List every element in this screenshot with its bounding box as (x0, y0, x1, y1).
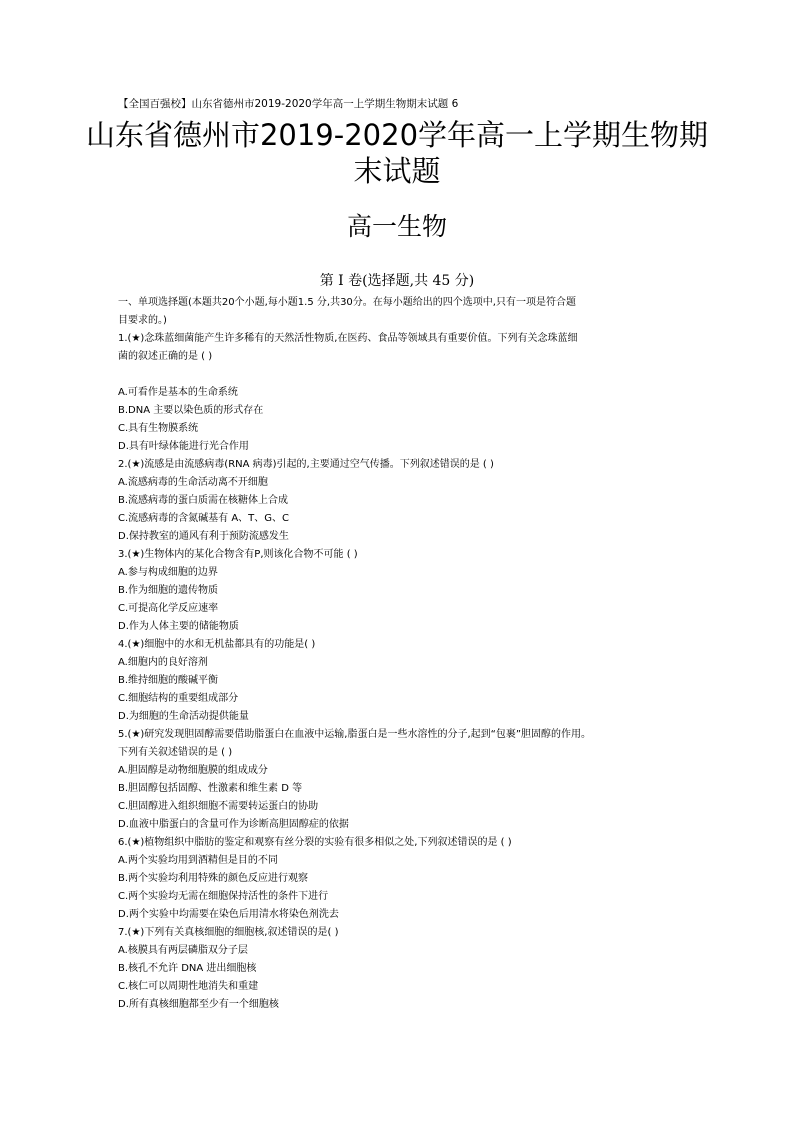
option-item: D.为细胞的生命活动提供能量 (118, 711, 249, 722)
option-item: D.保持教室的通风有利于预防流感发生 (118, 531, 289, 542)
question-stem: 7.(★)下列有关真核细胞的细胞核,叙述错误的是( ) (118, 927, 339, 938)
option-item: C.核仁可以周期性地消失和重建 (118, 981, 259, 992)
option-item: B.核孔不允许 DNA 进出细胞核 (118, 963, 257, 974)
header-note: 【全国百强校】山东省德州市2019-2020学年高一上学期生物期末试题 6 (118, 98, 459, 110)
option-item: A.核膜具有两层磷脂双分子层 (118, 945, 248, 956)
option-item: D.作为人体主要的储能物质 (118, 621, 239, 632)
question-stem: 下列有关叙述错误的是 ( ) (118, 747, 233, 758)
option-item: D.所有真核细胞都至少有一个细胞核 (118, 999, 279, 1010)
option-item: B.胆固醇包括固醇、性激素和维生素 D 等 (118, 783, 303, 794)
instructions-line: 目要求的。) (118, 315, 167, 326)
question-stem: 6.(★)植物组织中脂肪的鉴定和观察有丝分裂的实验有很多相似之处,下列叙述错误的是 ( ) (118, 837, 512, 848)
option-item: B.作为细胞的遗传物质 (118, 585, 219, 596)
option-item: C.细胞结构的重要组成部分 (118, 693, 239, 704)
option-item: D.具有叶绿体能进行光合作用 (118, 441, 249, 452)
exam-title-line-1: 山东省德州市2019-2020学年高一上学期生物期 (85, 118, 709, 152)
subject-title: 高一生物 (346, 212, 447, 241)
option-item: A.两个实验均用到酒精但是目的不同 (118, 855, 278, 866)
option-item: C.两个实验均无需在细胞保持活性的条件下进行 (118, 891, 329, 902)
blank-gap (118, 366, 698, 384)
option-item: C.流感病毒的含氮碱基有 A、T、G、C (118, 513, 290, 524)
option-item: A.参与构成细胞的边界 (118, 567, 218, 578)
question-stem: 3.(★)生物体内的某化合物含有P,则该化合物不可能 ( ) (118, 549, 358, 560)
option-item: B.DNA 主要以染色质的形式存在 (118, 405, 264, 416)
exam-title-line-2: 末试题 (353, 154, 441, 188)
instructions-line: 一、单项选择题(本题共20个小题,每小题1.5 分,共30分。在每小题给出的四个选项中,只有一项是符合题 (118, 297, 576, 308)
option-item: B.两个实验均利用特殊的颜色反应进行观察 (118, 873, 309, 884)
option-item: B.维持细胞的酸碱平衡 (118, 675, 219, 686)
option-item: C.可提高化学反应速率 (118, 603, 219, 614)
option-item: D.血液中脂蛋白的含量可作为诊断高胆固醇症的依据 (118, 819, 349, 830)
option-item: A.胆固醇是动物细胞膜的组成成分 (118, 765, 268, 776)
option-item: A.细胞内的良好溶剂 (118, 657, 208, 668)
question-stem: 1.(★)念珠蓝细菌能产生许多稀有的天然活性物质,在医药、食品等领域具有重要价值。下列有关念珠蓝细 (118, 333, 578, 344)
option-item: B.流感病毒的蛋白质需在核糖体上合成 (118, 495, 289, 506)
question-stem: 4.(★)细胞中的水和无机盐都具有的功能是( ) (118, 639, 316, 650)
option-item: A.流感病毒的生命活动离不开细胞 (118, 477, 268, 488)
option-item: C.具有生物膜系统 (118, 423, 199, 434)
section-title: 第 I 卷(选择题,共 45 分) (319, 273, 475, 289)
question-stem: 2.(★)流感是由流感病毒(RNA 病毒)引起的,主要通过空气传播。下列叙述错误的是 ( ) (118, 459, 494, 470)
option-item: D.两个实验中均需要在染色后用清水将染色剂洗去 (118, 909, 339, 920)
option-item: A.可看作是基本的生命系统 (118, 387, 238, 398)
question-stem: 5.(★)研究发现胆固醇需要借助脂蛋白在血液中运输,脂蛋白是一些水溶性的分子,起到“包裹”胆固醇的作用。 (118, 729, 592, 740)
question-stem: 菌的叙述正确的是 ( ) (118, 351, 213, 362)
question-content (118, 294, 698, 1014)
option-item: C.胆固醇进入组织细胞不需要转运蛋白的协助 (118, 801, 319, 812)
